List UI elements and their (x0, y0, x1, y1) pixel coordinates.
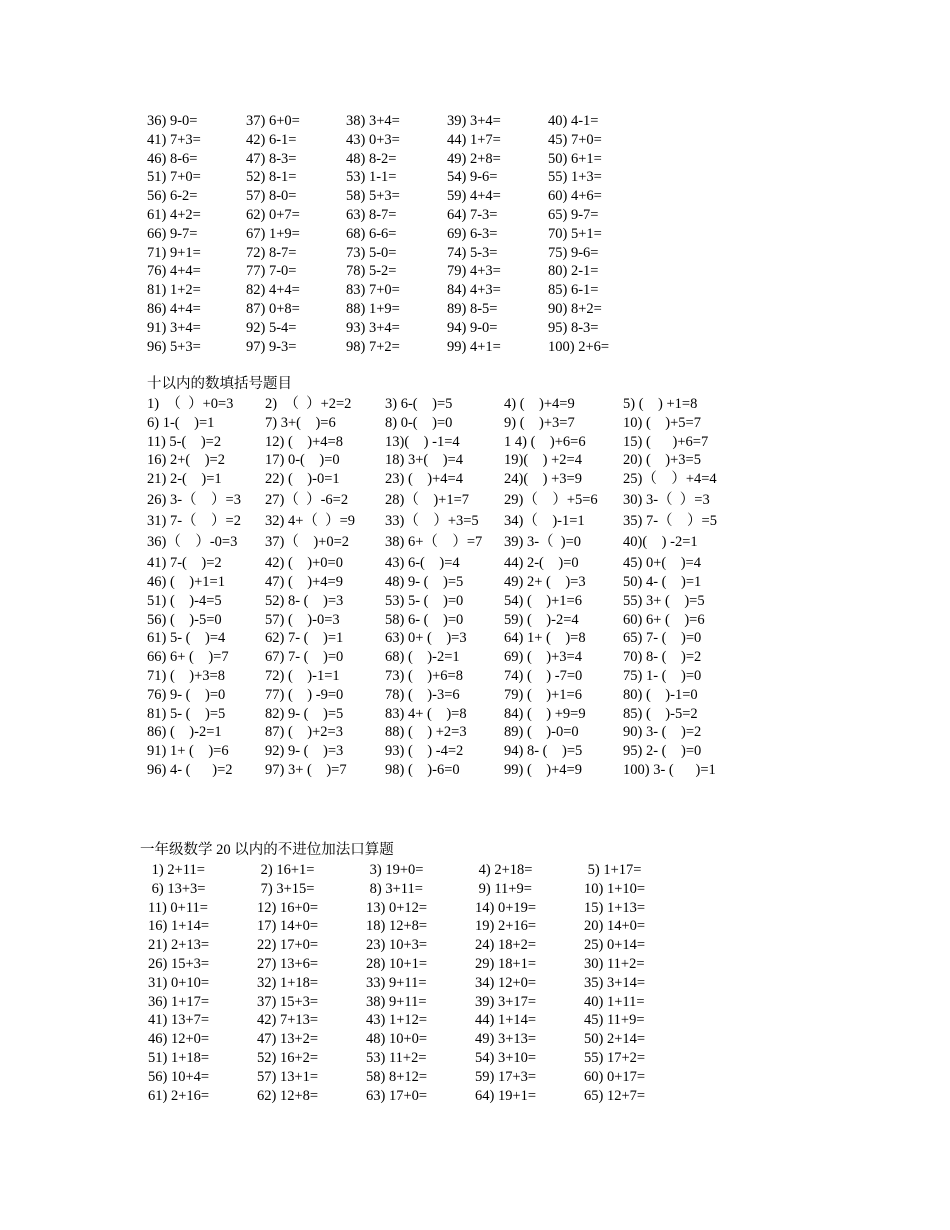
problem-item: 84) ( ) +9=9 (504, 705, 586, 722)
problem-item: 44) 1+7= (447, 131, 501, 148)
problem-item: 72) ( )-1=1 (265, 667, 340, 684)
problem-item: 42) 7+13= (257, 1012, 319, 1029)
problem-item: 45) 11+9= (584, 1012, 645, 1029)
problem-item: 79) 4+3= (447, 263, 501, 280)
problem-row (147, 395, 698, 414)
problem-item: 27)（ ）-6=2 (265, 492, 349, 509)
problem-item: 61) 2+16= (148, 1087, 210, 1104)
problem-item: 41) 13+7= (148, 1012, 210, 1029)
problem-item: 25)（ ）+4=4 (623, 471, 717, 488)
problem-row (147, 742, 702, 761)
problem-item: 29) 18+1= (475, 955, 537, 972)
problem-row (140, 1011, 645, 1030)
problem-item: 95) 8-3= (548, 319, 599, 336)
problem-item: 6) 1-( )=1 (147, 414, 215, 431)
problem-item: 7) 3+15= (257, 880, 315, 897)
problem-item: 76) 4+4= (147, 263, 201, 280)
problem-item: 50) 6+1= (548, 150, 602, 167)
problem-item: 52) 8-1= (246, 169, 297, 186)
problem-item: 27) 13+6= (257, 955, 319, 972)
problem-item: 9) ( )+3=7 (504, 414, 575, 431)
problem-item: 16) 1+14= (148, 918, 210, 935)
problem-row (147, 512, 717, 533)
problem-item: 29)（ ）+5=6 (504, 492, 598, 509)
problem-item: 42) ( )+0=0 (265, 555, 343, 572)
problem-item: 78) ( )-3=6 (385, 686, 460, 703)
problem-item: 23) ( )+4=4 (385, 471, 463, 488)
problem-item: 35) 3+14= (584, 974, 646, 991)
problem-item: 47) ( )+4=9 (265, 573, 343, 590)
problem-item: 39) 3-（ )=0 (504, 534, 582, 551)
problem-item: 83) 4+ ( )=8 (385, 705, 467, 722)
problem-row (140, 1087, 646, 1106)
problem-row (140, 1030, 646, 1049)
problem-item: 14) 0+19= (475, 899, 537, 916)
problem-item: 53) 5- ( )=0 (385, 592, 464, 609)
problem-row (140, 1068, 646, 1087)
problem-item: 57) 8-0= (246, 188, 297, 205)
problem-item: 62) 0+7= (246, 206, 300, 223)
problem-item: 73) ( )+6=8 (385, 667, 463, 684)
problem-item: 54) 3+10= (475, 1049, 537, 1066)
problem-item: 52) 16+2= (257, 1049, 319, 1066)
problem-item: 4) 2+18= (475, 862, 533, 878)
problem-item: 63) 17+0= (366, 1087, 428, 1104)
problem-item: 34) 12+0= (475, 974, 537, 991)
problem-item: 61) 5- ( )=4 (147, 630, 226, 647)
problem-item: 30) 11+2= (584, 955, 645, 972)
problem-row (140, 880, 646, 899)
problem-item: 100) 3- ( )=1 (623, 761, 716, 778)
problem-item: 81) 1+2= (147, 282, 201, 299)
problem-item: 99) ( )+4=9 (504, 761, 582, 778)
problem-item: 32) 4+（ ）=9 (265, 513, 356, 530)
problem-item: 96) 5+3= (147, 338, 201, 355)
problem-item: 28)（ )+1=7 (385, 492, 470, 509)
problem-item: 67) 7- ( )=0 (265, 649, 344, 666)
problem-item: 25) 0+14= (584, 937, 646, 954)
problem-item: 83) 7+0= (346, 282, 400, 299)
problem-item: 40)( ) -2=1 (623, 534, 698, 551)
problem-item: 45) 0+( )=4 (623, 555, 701, 572)
problem-item: 36)（ ）-0=3 (147, 534, 238, 551)
problem-item: 18) 3+( )=4 (385, 452, 463, 469)
problem-item: 48) 9- ( )=5 (385, 573, 464, 590)
problem-item: 56) 6-2= (147, 188, 198, 205)
problem-item: 10) 1+10= (584, 880, 646, 897)
problem-item: 12) 16+0= (257, 899, 319, 916)
problem-item: 22) ( )-0=1 (265, 471, 340, 488)
problem-item: 44) 2-( )=0 (504, 555, 579, 572)
problem-row (140, 917, 646, 936)
problem-item: 58) 8+12= (366, 1068, 428, 1085)
problem-item: 64) 7-3= (447, 206, 498, 223)
problem-item: 21) 2+13= (148, 937, 210, 954)
problem-item: 68) ( )-2=1 (385, 649, 460, 666)
problem-item: 40) 1+11= (584, 993, 645, 1010)
problem-item: 52) 8- ( )=3 (265, 592, 344, 609)
problem-item: 57) 13+1= (257, 1068, 319, 1085)
problem-item: 62) 12+8= (257, 1087, 319, 1104)
problem-item: 90) 3- ( )=2 (623, 724, 702, 741)
problem-row (147, 611, 705, 630)
problem-item: 39) 3+4= (447, 113, 501, 129)
problem-row (147, 533, 698, 554)
problem-item: 75) 9-6= (548, 244, 599, 261)
problem-item: 85) ( )-5=2 (623, 705, 698, 722)
problem-item: 86) ( )-2=1 (147, 724, 222, 741)
problem-row (147, 705, 698, 724)
problem-row (140, 1049, 646, 1068)
problem-item: 26) 15+3= (148, 955, 210, 972)
problem-row (147, 554, 701, 573)
problem-item: 49) 2+8= (447, 150, 501, 167)
problem-row (147, 470, 717, 491)
problem-item: 19) 2+16= (475, 918, 537, 935)
problem-item: 66) 6+ ( )=7 (147, 649, 229, 666)
problem-item: 80) ( )-1=0 (623, 686, 698, 703)
problem-item: 97) 9-3= (246, 338, 297, 355)
problem-item: 59) ( )-2=4 (504, 611, 579, 628)
problem-item: 38) 3+4= (346, 113, 400, 129)
problem-item: 18) 12+8= (366, 918, 428, 935)
problem-item: 28) 10+1= (366, 955, 428, 972)
problem-item: 51) 7+0= (147, 169, 201, 186)
problem-item: 77) 7-0= (246, 263, 297, 280)
problem-row (147, 667, 702, 686)
problem-item: 94) 8- ( )=5 (504, 743, 583, 760)
problem-item: 91) 3+4= (147, 319, 201, 336)
problem-item: 57) ( )-0=3 (265, 611, 340, 628)
problem-item: 54) 9-6= (447, 169, 498, 186)
section-title: 一年级数学 20 以内的不进位加法口算题 (140, 842, 394, 858)
problem-item: 7) 3+( )=6 (265, 414, 336, 431)
problem-row (140, 993, 645, 1012)
problem-item: 40) 4-1= (548, 113, 599, 129)
problem-item: 76) 9- ( )=0 (147, 686, 226, 703)
problem-item: 59) 17+3= (475, 1068, 537, 1085)
problem-item: 30) 3-（ ）=3 (623, 492, 710, 509)
problem-item: 65) 7- ( )=0 (623, 630, 702, 647)
problem-item: 1) 2+11= (148, 862, 205, 878)
problem-item: 55) 1+3= (548, 169, 602, 186)
problem-item: 72) 8-7= (246, 244, 297, 261)
problem-item: 17) 0-( )=0 (265, 452, 340, 469)
problem-item: 56) 10+4= (148, 1068, 210, 1085)
problem-item: 99) 4+1= (447, 338, 501, 355)
problem-item: 45) 7+0= (548, 131, 602, 148)
problem-item: 1 4) ( )+6=6 (504, 433, 586, 450)
problem-item: 89) 8-5= (447, 300, 498, 317)
problem-item: 67) 1+9= (246, 225, 300, 242)
problem-item: 37)（ )+0=2 (265, 534, 350, 551)
problem-item: 56) ( )-5=0 (147, 611, 222, 628)
problem-item: 3) 6-( )=5 (385, 396, 453, 412)
problem-item: 20) ( )+3=5 (623, 452, 701, 469)
problem-item: 68) 6-6= (346, 225, 397, 242)
problem-item: 63) 0+ ( )=3 (385, 630, 467, 647)
problem-item: 60) 4+6= (548, 188, 602, 205)
problem-item: 81) 5- ( )=5 (147, 705, 226, 722)
section-addition-within-20 (140, 839, 646, 1105)
problem-item: 63) 8-7= (346, 206, 397, 223)
problem-item: 31) 0+10= (148, 974, 210, 991)
problem-item: 100) 2+6= (548, 338, 610, 355)
problem-item: 37) 6+0= (246, 113, 300, 129)
problem-item: 60) 0+17= (584, 1068, 646, 1085)
problem-item: 66) 9-7= (147, 225, 198, 242)
problem-item: 96) 4- ( )=2 (147, 761, 233, 778)
problem-row (147, 433, 709, 452)
problem-item: 87) 0+8= (246, 300, 300, 317)
problem-item: 44) 1+14= (475, 1012, 537, 1029)
problem-item: 49) 2+ ( )=3 (504, 573, 586, 590)
problem-item: 48) 10+0= (366, 1031, 428, 1048)
problem-row (147, 573, 702, 592)
problem-row (140, 974, 646, 993)
problem-item: 36) 1+17= (148, 993, 210, 1010)
problem-item: 4) ( )+4=9 (504, 396, 575, 412)
problem-item: 70) 8- ( )=2 (623, 649, 702, 666)
problem-item: 59) 4+4= (447, 188, 501, 205)
problem-item: 82) 9- ( )=5 (265, 705, 344, 722)
problem-item: 43) 0+3= (346, 131, 400, 148)
problem-item: 49) 3+13= (475, 1031, 537, 1048)
problem-item: 15) 1+13= (584, 899, 646, 916)
problem-item: 82) 4+4= (246, 282, 300, 299)
problem-item: 55) 3+ ( )=5 (623, 592, 705, 609)
problem-item: 5) 1+17= (584, 862, 642, 878)
problem-row (140, 955, 645, 974)
problem-item: 10) ( )+5=7 (623, 414, 701, 431)
problem-item: 95) 2- ( )=0 (623, 743, 702, 760)
problem-item: 9) 11+9= (475, 880, 532, 897)
problem-item: 98) ( )-6=0 (385, 761, 460, 778)
problem-item: 5) ( ) +1=8 (623, 396, 698, 412)
problem-item: 24) 18+2= (475, 937, 537, 954)
problem-row (147, 451, 701, 470)
problem-item: 90) 8+2= (548, 300, 602, 317)
problem-grid (140, 861, 646, 1105)
problem-item: 58) 6- ( )=0 (385, 611, 464, 628)
problem-item: 36) 9-0= (147, 113, 198, 129)
problem-item: 75) 1- ( )=0 (623, 667, 702, 684)
problem-item: 37) 15+3= (257, 993, 319, 1010)
problem-item: 65) 12+7= (584, 1087, 646, 1104)
problem-grid (147, 395, 717, 780)
problem-item: 88) 1+9= (346, 300, 400, 317)
problem-item: 98) 7+2= (346, 338, 400, 355)
problem-item: 69) ( )+3=4 (504, 649, 582, 666)
problem-item: 47) 13+2= (257, 1031, 319, 1048)
problem-item: 26) 3-（ ）=3 (147, 492, 241, 509)
problem-item: 50) 2+14= (584, 1031, 646, 1048)
problem-item: 21) 2-( )=1 (147, 471, 222, 488)
problem-item: 43) 1+12= (366, 1012, 428, 1029)
problem-item: 89) ( )-0=0 (504, 724, 579, 741)
problem-item: 20) 14+0= (584, 918, 646, 935)
problem-item: 92) 9- ( )=3 (265, 743, 344, 760)
problem-item: 91) 1+ ( )=6 (147, 743, 229, 760)
problem-row (147, 629, 702, 648)
section-fill-brackets-within-10 (147, 373, 717, 780)
problem-item: 16) 2+( )=2 (147, 452, 225, 469)
problem-item: 93) 3+4= (346, 319, 400, 336)
problem-item: 53) 11+2= (366, 1049, 427, 1066)
problem-row (147, 592, 705, 611)
problem-item: 46) ( )+1=1 (147, 573, 225, 590)
problem-item: 13)( ) -1=4 (385, 433, 460, 450)
problem-item: 39) 3+17= (475, 993, 537, 1010)
problem-item: 84) 4+3= (447, 282, 501, 299)
problem-item: 71) 9+1= (147, 244, 201, 261)
problem-item: 50) 4- ( )=1 (623, 573, 702, 590)
problem-item: 54) ( )+1=6 (504, 592, 582, 609)
problem-item: 38) 9+11= (366, 993, 427, 1010)
problem-item: 1) （ ）+0=3 (147, 396, 234, 412)
problem-item: 23) 10+3= (366, 937, 428, 954)
problem-item: 12) ( )+4=8 (265, 433, 343, 450)
problem-item: 94) 9-0= (447, 319, 498, 336)
problem-item: 34)（ )-1=1 (504, 513, 585, 530)
problem-item: 60) 6+ ( )=6 (623, 611, 705, 628)
problem-item: 92) 5-4= (246, 319, 297, 336)
problem-item: 87) ( )+2=3 (265, 724, 343, 741)
problem-row (140, 899, 646, 918)
problem-item: 74) ( ) -7=0 (504, 667, 583, 684)
problem-row (140, 936, 646, 955)
problem-item: 77) ( ) -9=0 (265, 686, 344, 703)
problem-item: 51) 1+18= (148, 1049, 210, 1066)
problem-row (147, 414, 701, 433)
problem-item: 11) 5-( )=2 (147, 433, 222, 450)
problem-item: 74) 5-3= (447, 244, 498, 261)
problem-item: 78) 5-2= (346, 263, 397, 280)
problem-row (147, 723, 702, 742)
problem-item: 31) 7-（ ）=2 (147, 513, 241, 530)
problem-item: 32) 1+18= (257, 974, 319, 991)
problem-row (147, 491, 710, 512)
problem-item: 65) 9-7= (548, 206, 599, 223)
problem-item: 73) 5-0= (346, 244, 397, 261)
problem-item: 24)( ) +3=9 (504, 471, 582, 488)
problem-item: 41) 7+3= (147, 131, 201, 148)
problem-item: 86) 4+4= (147, 300, 201, 317)
problem-item: 70) 5+1= (548, 225, 602, 242)
problem-item: 61) 4+2= (147, 206, 201, 223)
problem-item: 8) 3+11= (366, 880, 423, 897)
problem-item: 33) 9+11= (366, 974, 427, 991)
problem-item: 64) 19+1= (475, 1087, 537, 1104)
problem-item: 19)( ) +2=4 (504, 452, 582, 469)
problem-item: 35) 7-（ ）=5 (623, 513, 717, 530)
problem-item: 48) 8-2= (346, 150, 397, 167)
problem-item: 42) 6-1= (246, 131, 297, 148)
problem-item: 46) 8-6= (147, 150, 198, 167)
problem-item: 15) ( )+6=7 (623, 433, 709, 450)
problem-item: 2) （ ）+2=2 (265, 396, 352, 412)
problem-item: 3) 19+0= (366, 862, 424, 878)
problem-item: 51) ( )-4=5 (147, 592, 222, 609)
problem-item: 80) 2-1= (548, 263, 599, 280)
problem-item: 41) 7-( )=2 (147, 555, 222, 572)
problem-row (147, 648, 702, 667)
problem-item: 47) 8-3= (246, 150, 297, 167)
problem-item: 11) 0+11= (148, 899, 208, 916)
section-title: 十以内的数填括号题目 (147, 376, 292, 392)
problem-item: 53) 1-1= (346, 169, 397, 186)
problem-item: 46) 12+0= (148, 1031, 210, 1048)
problem-item: 93) ( ) -4=2 (385, 743, 464, 760)
problem-item: 38) 6+（ ）=7 (385, 534, 483, 551)
problem-item: 97) 3+ ( )=7 (265, 761, 347, 778)
problem-row (147, 686, 698, 705)
problem-item: 8) 0-( )=0 (385, 414, 453, 431)
problem-item: 79) ( )+1=6 (504, 686, 582, 703)
problem-item: 6) 13+3= (148, 880, 206, 897)
problem-item: 58) 5+3= (346, 188, 400, 205)
problem-item: 2) 16+1= (257, 862, 315, 878)
problem-item: 85) 6-1= (548, 282, 599, 299)
problem-item: 43) 6-( )=4 (385, 555, 460, 572)
problem-item: 13) 0+12= (366, 899, 428, 916)
problem-item: 17) 14+0= (257, 918, 319, 935)
problem-item: 62) 7- ( )=1 (265, 630, 344, 647)
problem-item: 69) 6-3= (447, 225, 498, 242)
problem-item: 71) ( )+3=8 (147, 667, 225, 684)
problem-row (140, 861, 642, 880)
problem-item: 64) 1+ ( )=8 (504, 630, 586, 647)
problem-item: 22) 17+0= (257, 937, 319, 954)
problem-item: 33)（ ）+3=5 (385, 513, 479, 530)
problem-item: 88) ( ) +2=3 (385, 724, 467, 741)
problem-row (147, 761, 716, 780)
problem-item: 55) 17+2= (584, 1049, 646, 1066)
